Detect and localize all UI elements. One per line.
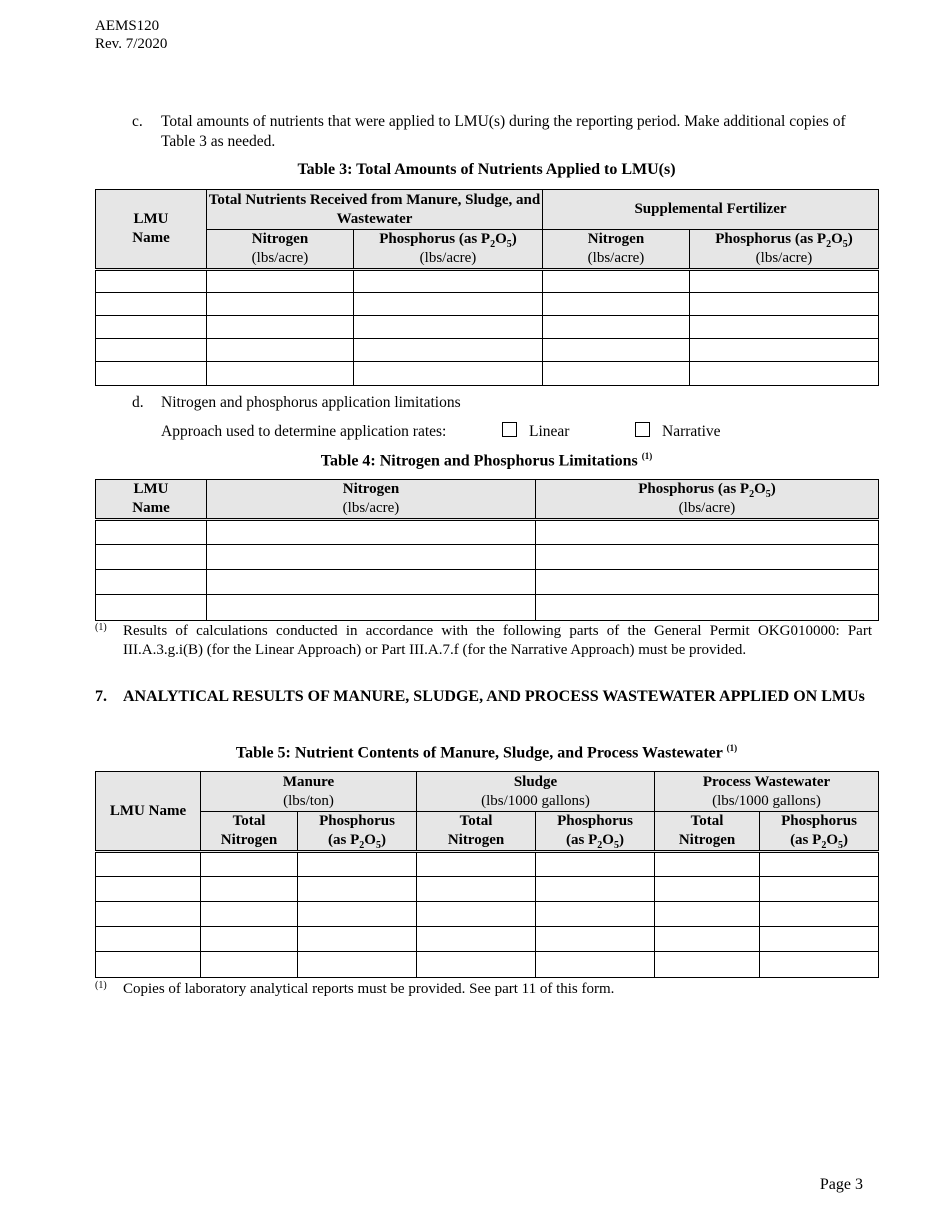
table-cell[interactable] — [207, 339, 354, 362]
table-cell[interactable] — [96, 595, 207, 621]
table5-manure-header: Manure (lbs/ton) — [201, 772, 417, 812]
table-cell[interactable] — [760, 852, 879, 877]
table-cell[interactable] — [655, 852, 760, 877]
table-cell[interactable] — [96, 852, 201, 877]
table5-sludge-header: Sludge (lbs/1000 gallons) — [417, 772, 655, 812]
table-cell[interactable] — [298, 952, 417, 978]
table-cell[interactable] — [417, 927, 536, 952]
table5-sludge-nitrogen-header: Total Nitrogen — [417, 812, 536, 852]
narrative-checkbox[interactable] — [635, 422, 650, 437]
form-id: AEMS120 — [95, 18, 160, 34]
section-7-title: ANALYTICAL RESULTS OF MANURE, SLUDGE, AND PROCESS WASTEWATER APPLIED ON LMUs — [123, 688, 865, 705]
table3-group-fertilizer-header: Supplemental Fertilizer — [543, 190, 879, 230]
table-row — [96, 902, 879, 927]
table4-footnote-mark: (1) — [95, 622, 107, 633]
table5-footnote-mark: (1) — [95, 980, 107, 991]
table5-caption: Table 5: Nutrient Contents of Manure, Sludge, and Process Wastewater $^{(1)}$ — [235, 743, 738, 762]
table-row — [96, 852, 879, 877]
form-header — [95, 17, 167, 53]
table5-pww-phosphorus-header: Phosphorus (as $P_2O_5$) — [760, 812, 879, 852]
table-cell[interactable] — [207, 520, 536, 545]
table-cell[interactable] — [96, 293, 207, 316]
table-cell[interactable] — [201, 927, 298, 952]
table-cell[interactable] — [690, 339, 879, 362]
table5-sludge-phosphorus-header: Phosphorus (as $P_2O_5$) — [536, 812, 655, 852]
table-cell[interactable] — [417, 852, 536, 877]
table5-manure-phosphorus-header: Phosphorus (as $P_2O_5$) — [298, 812, 417, 852]
table-row — [96, 520, 879, 545]
table-cell[interactable] — [354, 270, 543, 293]
table-cell[interactable] — [417, 902, 536, 927]
table-cell[interactable] — [298, 927, 417, 952]
table4-lmu-header: LMU Name — [96, 480, 207, 520]
table-cell[interactable] — [536, 877, 655, 902]
linear-checkbox[interactable] — [502, 422, 517, 437]
table4-caption: Table 4: Nitrogen and Phosphorus Limitations $^{(1)}$ — [320, 451, 653, 470]
table-cell[interactable] — [201, 902, 298, 927]
item-d-label: d. — [132, 394, 144, 411]
table-cell[interactable] — [201, 852, 298, 877]
table-cell[interactable] — [96, 570, 207, 595]
table-cell[interactable] — [207, 570, 536, 595]
table-cell[interactable] — [655, 877, 760, 902]
table-row — [96, 339, 879, 362]
table-cell[interactable] — [96, 902, 201, 927]
table-cell[interactable] — [655, 952, 760, 978]
table-cell[interactable] — [543, 270, 690, 293]
table5-footnote: Copies of laboratory analytical reports must be provided. See part 11 of this form. — [123, 981, 615, 997]
table-row — [96, 927, 879, 952]
table-cell[interactable] — [298, 902, 417, 927]
table-cell[interactable] — [298, 877, 417, 902]
section-7-heading — [95, 687, 872, 729]
table-row — [96, 293, 879, 316]
table5-pww-nitrogen-header: Total Nitrogen — [655, 812, 760, 852]
table-cell[interactable] — [298, 852, 417, 877]
table-row — [96, 362, 879, 386]
table-row — [96, 545, 879, 570]
table4-nitrogen-header: Nitrogen (lbs/acre) — [207, 480, 536, 520]
table3-group-manure-header: Total Nutrients Received from Manure, Sludge, and Wastewater — [207, 190, 543, 230]
linear-label: Linear — [529, 423, 570, 440]
table-cell[interactable] — [96, 362, 207, 386]
table3-nitrogen-header: Nitrogen (lbs/acre) — [207, 230, 354, 270]
table-cell[interactable] — [354, 316, 543, 339]
item-c-text: Total amounts of nutrients that were applied to LMU(s) during the reporting period. Make additional copies of Table 3 as needed. — [161, 113, 846, 150]
table-cell[interactable] — [96, 927, 201, 952]
table5-pww-header: Process Wastewater (lbs/1000 gallons) — [655, 772, 879, 812]
table-cell[interactable] — [536, 902, 655, 927]
table-cell[interactable] — [96, 316, 207, 339]
table4-footnote: Results of calculations conducted in accordance with the following parts of the General Permit OKG010000: Part III.A.3.g.i(B) (for the Linear Approach) or Part III.A.7.f (for the Narrative Approach) must be provided. — [123, 623, 872, 658]
narrative-option[interactable] — [635, 422, 650, 442]
section-7-number: 7. — [95, 688, 107, 705]
table-cell[interactable] — [354, 293, 543, 316]
table-cell[interactable] — [96, 545, 207, 570]
table-row — [96, 570, 879, 595]
table-cell[interactable] — [543, 339, 690, 362]
table-cell[interactable] — [96, 952, 201, 978]
item-d — [132, 393, 852, 413]
table-cell[interactable] — [536, 952, 655, 978]
table-cell[interactable] — [207, 270, 354, 293]
table-cell[interactable] — [354, 362, 543, 386]
table-row — [96, 952, 879, 978]
table-cell[interactable] — [543, 316, 690, 339]
linear-option[interactable] — [502, 422, 517, 442]
table4 — [95, 479, 879, 621]
table-cell[interactable] — [543, 362, 690, 386]
table-cell[interactable] — [543, 293, 690, 316]
table3-caption: Table 3: Total Amounts of Nutrients Applied to LMU(s) — [297, 161, 676, 178]
table-cell[interactable] — [690, 316, 879, 339]
table-cell[interactable] — [207, 362, 354, 386]
table-cell[interactable] — [760, 902, 879, 927]
table-cell[interactable] — [96, 270, 207, 293]
table-cell[interactable] — [536, 545, 879, 570]
table-row — [96, 595, 879, 621]
approach-label: Approach used to determine application rates: — [161, 423, 447, 440]
table-cell[interactable] — [96, 520, 207, 545]
table3-fert-phosphorus-header: Phosphorus (as $P_2O_5$) (lbs/acre) — [690, 230, 879, 270]
table-cell[interactable] — [536, 570, 879, 595]
table-row — [96, 877, 879, 902]
table-cell[interactable] — [354, 339, 543, 362]
table-cell[interactable] — [760, 877, 879, 902]
table-cell[interactable] — [96, 339, 207, 362]
table5-manure-nitrogen-header: Total Nitrogen — [201, 812, 298, 852]
table-cell[interactable] — [536, 520, 879, 545]
item-c-label: c. — [132, 113, 143, 130]
table-cell[interactable] — [417, 877, 536, 902]
table-cell[interactable] — [536, 595, 879, 621]
table-cell[interactable] — [201, 877, 298, 902]
table4-phosphorus-header: Phosphorus (as $P_2O_5$) (lbs/acre) — [536, 480, 879, 520]
table3-fert-nitrogen-header: Nitrogen (lbs/acre) — [543, 230, 690, 270]
table-cell[interactable] — [207, 316, 354, 339]
table-cell[interactable] — [690, 362, 879, 386]
table-cell[interactable] — [655, 902, 760, 927]
table-cell[interactable] — [536, 927, 655, 952]
table-cell[interactable] — [536, 852, 655, 877]
table-cell[interactable] — [760, 927, 879, 952]
table3-lmu-header: LMU Name — [96, 190, 207, 270]
table-cell[interactable] — [417, 952, 536, 978]
table5 — [95, 771, 879, 978]
table-cell[interactable] — [207, 293, 354, 316]
table-cell[interactable] — [201, 952, 298, 978]
item-d-text: Nitrogen and phosphorus application limitations — [161, 394, 461, 411]
form-revision: Rev. 7/2020 — [95, 36, 168, 52]
table-cell[interactable] — [96, 877, 201, 902]
table3 — [95, 189, 879, 386]
table5-lmu-header: LMU Name — [96, 772, 201, 852]
item-c — [132, 112, 852, 154]
table-row — [96, 316, 879, 339]
page-number: Page 3 — [819, 1176, 863, 1193]
table-cell[interactable] — [690, 293, 879, 316]
table-cell[interactable] — [690, 270, 879, 293]
table3-phosphorus-header: Phosphorus (as $P_2O_5$) (lbs/acre) — [354, 230, 543, 270]
table-cell[interactable] — [207, 545, 536, 570]
table-cell[interactable] — [760, 952, 879, 978]
table-cell[interactable] — [207, 595, 536, 621]
narrative-label: Narrative — [662, 423, 721, 440]
table-row — [96, 270, 879, 293]
table-cell[interactable] — [655, 927, 760, 952]
